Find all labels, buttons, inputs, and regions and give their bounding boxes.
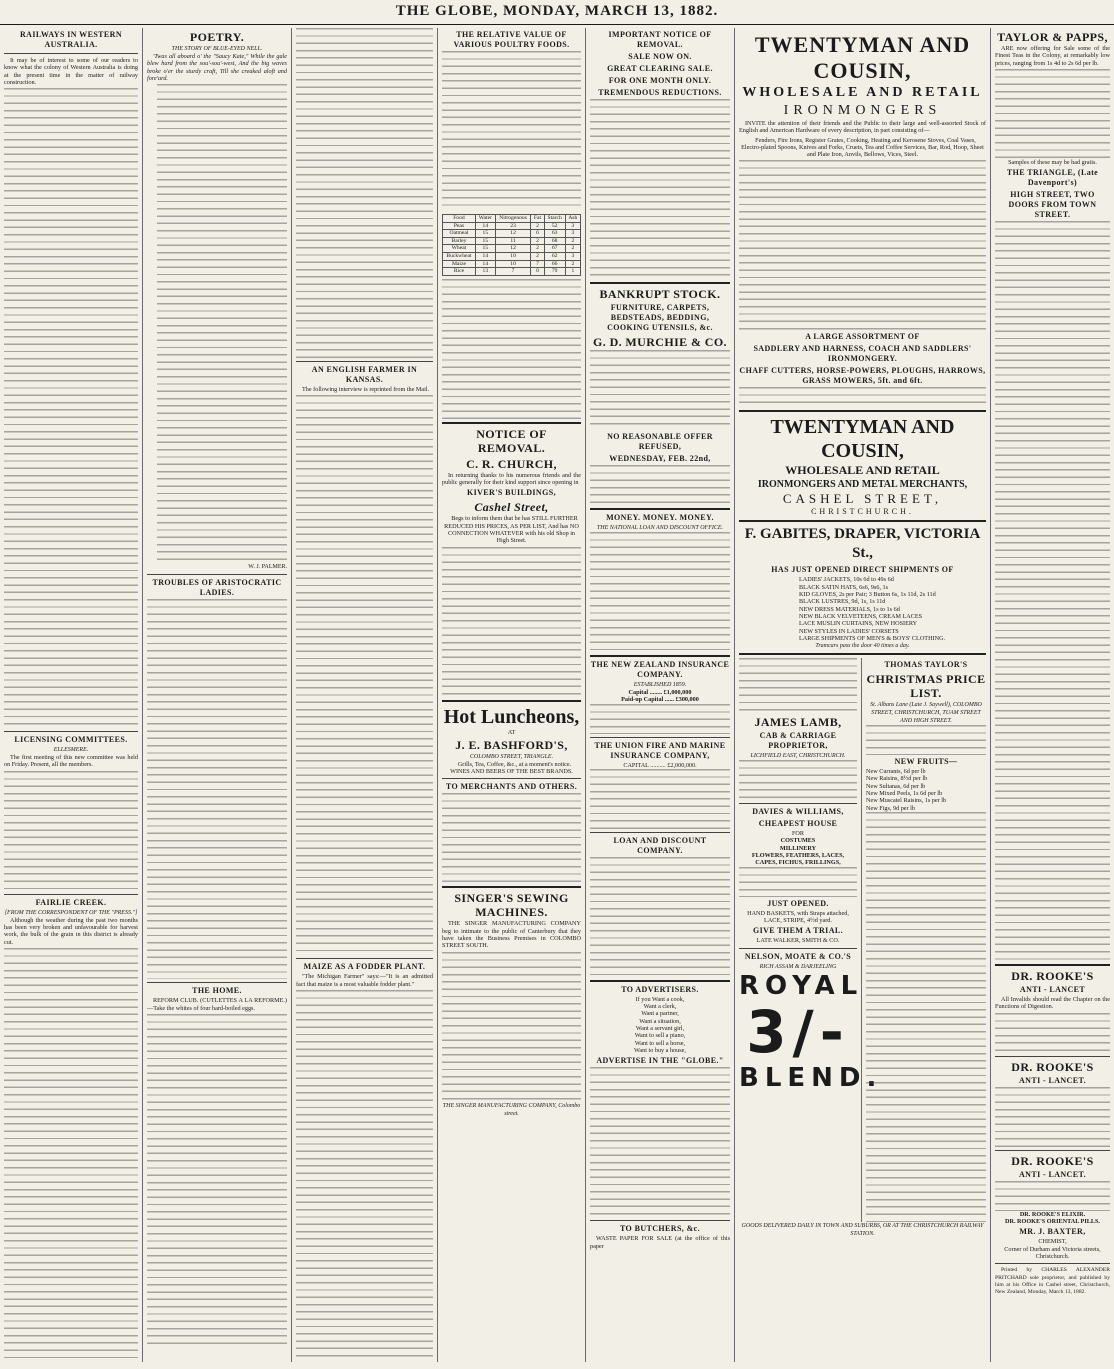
ad-line: If you Want a cook, [635, 995, 685, 1003]
ad-line: NEW DRESS MATERIALS, 1s to 1s 6d [799, 605, 900, 613]
table-cell: 3 [565, 230, 580, 238]
ad-capital: CAPITAL .......... £2,000,000. [623, 761, 697, 769]
ad-line: LATE WALKER, SMITH & CO. [756, 937, 840, 945]
ad-signature: THE SINGER MANUFACTURING COMPANY, Colombo street. [442, 1102, 581, 1117]
article-body [147, 599, 287, 979]
ad-address: COLOMBO STREET, TRIANGLE. [469, 753, 554, 760]
ad-body [995, 1181, 1110, 1211]
ad-line: New Mixed Peels, 1s 6d per lb [865, 790, 943, 798]
ad-firm-name: TAYLOR & PAPPS, [997, 30, 1108, 44]
ad-firm-name: JAMES LAMB, [754, 715, 842, 730]
ad-text: Fenders, Fire Irons, Register Grates, Cooking, Heating and Kerosene Stoves, Coal Vases, Electro-plated Spoons, Knives and Forks, Cruets, Tea and Coffee Services, Bar, Rod, Hoop, Sheet and Plate Iron, Anvils, Bellows, Vices, Steel. [741, 136, 984, 159]
ad-subhead: GIVE THEM A TRIAL. [752, 926, 844, 936]
ad-body [739, 160, 986, 330]
ad-line: Corner of Durham and Victoria streets, Christchurch. [1004, 1245, 1101, 1260]
table-cell: 13 [475, 268, 495, 276]
ad-text: All Invalids should read the Chapter on the Functions of Digestion. [995, 996, 1110, 1011]
ad-body [590, 1067, 730, 1217]
price-list [995, 221, 1110, 961]
masthead: THE GLOBE, MONDAY, MARCH 13, 1882. [0, 0, 1114, 25]
table-cell: 2 [531, 237, 544, 245]
ad-text: WASTE PAPER FOR SALE (at the office of this paper [590, 1235, 730, 1250]
section-headline: POETRY. [189, 30, 245, 44]
ad-line: New Raisins, 8½d per lb [865, 775, 928, 783]
ad-headline: IMPORTANT NOTICE OF REMOVAL. [608, 30, 712, 49]
article-subhead: ELLESMERE. [53, 747, 89, 754]
table-cell: Wheat [443, 245, 476, 253]
ad-line: DR. ROOKE'S ELIXIR. [1019, 1210, 1086, 1218]
ad-headline: DR. ROOKE'S [1011, 1059, 1094, 1074]
ad-body [590, 532, 730, 652]
ad-title: CHRISTCHURCH. [811, 507, 914, 517]
ad-address: LICHFIELD EAST, CHRISTCHURCH. [750, 753, 846, 760]
table-cell: Oatmeal [443, 230, 476, 238]
ad-subhead: FOR ONE MONTH ONLY. [608, 76, 712, 85]
column-2 [147, 28, 287, 1362]
ad-line: LACE, STRIPE, 4½d yard. [764, 916, 832, 924]
column-5 [590, 28, 730, 1362]
column-1 [4, 28, 138, 1362]
article-headline: FAIRLIE CREEK. [35, 897, 107, 907]
article-body [4, 771, 138, 891]
article-body [296, 28, 433, 358]
ad-line: LARGE SHIPMENTS OF MEN'S & BOYS' CLOTHING. [799, 634, 946, 642]
ad-headline: LOAN AND DISCOUNT COMPANY. [613, 835, 707, 855]
ad-line: COSTUMES [780, 837, 816, 845]
left-subcolumn [739, 658, 883, 1222]
ad-headline: TO ADVERTISERS. [621, 984, 699, 994]
article-body [4, 88, 138, 728]
table-cell: 52 [544, 222, 565, 230]
ad-body [739, 867, 857, 897]
ad-body [590, 99, 730, 279]
ad-subhead: GREAT CLEARING SALE. [607, 64, 713, 73]
table-row [443, 230, 581, 238]
ad-date: WEDNESDAY, FEB. 22nd, [609, 454, 711, 463]
ad-firm-name: G. D. MURCHIE & CO. [593, 335, 727, 349]
ad-line: HAND BASKETS, with Straps attached, [747, 909, 849, 917]
table-cell: 2 [531, 245, 544, 253]
ad-subhead: SALE NOW ON. [628, 52, 692, 61]
column-rule [437, 28, 438, 1362]
table-row [443, 268, 581, 276]
table-cell: 62 [544, 252, 565, 260]
poem-title: THE STORY OF BLUE-EYED NELL. [171, 46, 263, 52]
ad-body [590, 465, 730, 505]
ad-line: New Muscatel Raisins, 1s per lb [865, 797, 947, 805]
column-rule [734, 28, 735, 1362]
table-header: Food [443, 215, 476, 223]
ad-subhead: RICH ASSAM & DARJEELING [759, 963, 837, 970]
ad-subhead: NO REASONABLE OFFER REFUSED, [607, 432, 713, 451]
article-text: Although the weather during the past two months has been very broken and unfavourable for harvest work, the bulk of the grain in this district is already cut. [4, 916, 138, 946]
article-subhead: [FROM THE CORRESPONDENT OF THE "PRESS."] [4, 909, 138, 916]
ad-street: Cashel Street, [474, 500, 549, 515]
table-cell: 14 [475, 260, 495, 268]
table-cell: 10 [495, 260, 531, 268]
ad-capital: Paid-up Capital ...... £300,000 [621, 696, 699, 704]
ad-line: KID GLOVES, 2s per Pair; 3 Button 6s, 1s 11d, 2s 11d [799, 591, 936, 599]
table-cell: 6 [531, 230, 544, 238]
ad-firm-name: J. E. BASHFORD'S, [455, 737, 568, 752]
ad-subhead: FURNITURE, CARPETS, BEDSTEADS, BEDDING, COOKING UTENSILS, &c. [607, 303, 713, 332]
table-cell: 2 [565, 245, 580, 253]
table-row [443, 245, 581, 253]
ad-headline: DR. ROOKE'S [1011, 1153, 1094, 1168]
tea-price: 3/- [746, 997, 850, 1066]
table-cell: 66 [544, 260, 565, 268]
ad-subhead: ESTABLISHED 1859. [633, 682, 687, 688]
table-cell: 68 [544, 237, 565, 245]
article-headline: THE RELATIVE VALUE OF VARIOUS POULTRY FOODS. [453, 30, 570, 49]
ad-headline: DR. ROOKE'S [1011, 969, 1094, 984]
table-cell: 63 [544, 230, 565, 238]
article-body [296, 990, 433, 1362]
ad-line: CHEMIST, [1038, 1238, 1067, 1246]
article-headline: AN ENGLISH FARMER IN KANSAS. [311, 365, 418, 384]
ad-address: HIGH STREET, TWO DOORS FROM TOWN STREET. [1008, 190, 1097, 220]
ad-body [995, 69, 1110, 159]
ad-subhead: CAB & CARRIAGE PROPRIETOR, [759, 731, 837, 751]
article-headline: MAIZE AS A FODDER PLANT. [303, 962, 426, 972]
ad-subhead: ANTI - LANCET. [1018, 1075, 1086, 1085]
ad-headline: MONEY. MONEY. MONEY. [606, 513, 714, 522]
table-cell: 14 [475, 222, 495, 230]
right-subcolumn [866, 658, 986, 1222]
ad-line: New Figs, 9d per lb [865, 804, 915, 812]
ad-body [590, 769, 730, 829]
article-headline: LICENSING COMMITTEES. [14, 735, 128, 745]
ad-line: CAPES, FICHUS, FRILLINGS, [755, 859, 841, 867]
ad-text: AT [507, 728, 516, 736]
article-text: REFORM CLUB. (CUTLETTES A LA REFORME.)—Take the whites of four hard-boiled eggs. [147, 997, 287, 1012]
ad-subhead: ANTI - LANCET [1019, 985, 1086, 995]
table-cell: 7 [531, 260, 544, 268]
ad-address: St. Albans Lane (Late J. Saywell), COLOMBO STREET, CHRISTCHURCH, TUAM STREET AND HIGH STREET. [870, 702, 982, 725]
table-cell: 2 [565, 237, 580, 245]
ad-line: MILLINERY [779, 844, 817, 852]
ad-headline: SINGER'S SEWING MACHINES. [454, 891, 569, 920]
table-cell: Rice [443, 268, 476, 276]
poultry-food-table [442, 214, 581, 276]
article-body [147, 1014, 287, 1344]
column-3 [296, 28, 433, 1362]
ad-text: ARE now offering for Sale some of the Finest Teas in the Colony, at remarkably low prices, ranging from 1s 4d to 2s 6d per lb. [995, 45, 1110, 67]
table-header: Fat [531, 215, 544, 223]
ad-agent: MR. J. BAXTER, [1019, 1227, 1086, 1237]
ad-subhead: CHEAPEST HOUSE [758, 819, 838, 829]
ad-title: WHOLESALE AND RETAIL [742, 85, 983, 100]
article-body [442, 279, 581, 419]
table-cell: 14 [475, 252, 495, 260]
table-cell: 10 [495, 252, 531, 260]
ad-text: In returning thanks to his numerous friends and the public generally for their kind support since opening in [442, 471, 581, 487]
table-header-row [443, 215, 581, 223]
table-cell: 3 [565, 252, 580, 260]
printer-imprint: Printed by CHARLES ALEXANDER PRITCHARD sole proprietor, and published by him at his Office in Cashel street, Christchurch, New Zealand, Monday, March 13, 1882. [995, 1267, 1110, 1296]
ad-text: Grills, Tea, Coffee, &c., at a moment's notice. WINES AND BEERS OF THE BEST BRANDS. [450, 760, 573, 776]
table-cell: 2 [531, 252, 544, 260]
table-row [443, 222, 581, 230]
ad-text: INVITE the attention of their friends and the Public to their large and well-assorted Stock of English and American Hardware of every description, in part consisting of— [739, 120, 986, 135]
article-text: "The Michigan Farmer" says:—"It is an admitted fact that maize is a most valuable fodder plant." [296, 973, 433, 988]
table-cell: Buckwheat [443, 252, 476, 260]
ad-headline: THE UNION FIRE AND MARINE INSURANCE COMPANY, [594, 740, 726, 760]
ad-body [590, 350, 730, 430]
ad-headline: TO MERCHANTS AND OTHERS. [445, 782, 578, 792]
table-cell: 23 [495, 222, 531, 230]
ad-headline: TO BUTCHERS, &c. [619, 1224, 701, 1234]
table-cell: 15 [475, 230, 495, 238]
column-rule [990, 28, 991, 1362]
ad-line: DR. ROOKE'S ORIENTAL PILLS. [1005, 1218, 1100, 1226]
ad-body [442, 547, 581, 697]
ad-title: IRONMONGERS [783, 103, 942, 118]
ad-line: BLACK LUSTRES, 9d, 1s, 1s 11d [799, 598, 886, 606]
ad-footnote: GOODS DELIVERED DAILY IN TOWN AND SUBURBS, OR AT THE CHRISTCHURCH RAILWAY STATION. [741, 1222, 984, 1237]
table-cell: Barley [443, 237, 476, 245]
table-row [443, 252, 581, 260]
ad-firm-name: THOMAS TAYLOR'S [884, 660, 968, 670]
ad-line: Want to sell a horse, [634, 1039, 686, 1047]
ad-address: THE TRIANGLE, (Late Davenport's) [1006, 168, 1099, 188]
table-cell: Peas [443, 222, 476, 230]
ad-footnote: Tramcars pass the door 40 times a day. [815, 643, 910, 650]
table-cell: 1 [565, 268, 580, 276]
ad-body [442, 793, 581, 883]
ad-subhead: HAS JUST OPENED DIRECT SHIPMENTS OF [771, 565, 954, 575]
ad-line: LADIES' JACKETS, 10s 6d to 49s 6d [799, 576, 894, 584]
ad-subhead: SADDLERY AND HARNESS, COACH AND SADDLERS' IRONMONGERY. [753, 344, 972, 364]
column-rule [291, 28, 292, 1362]
article-text: It may be of interest to some of our readers to know what the colony of Western Australia is doing at the present time in the matter of railway construction. [4, 57, 138, 86]
article-headline: TROUBLES OF ARISTOCRATIC LADIES. [152, 578, 282, 598]
article-body [442, 51, 581, 211]
ad-line: New Sultanas, 6d per lb [865, 782, 926, 790]
table-cell: 12 [495, 230, 531, 238]
ad-body [739, 658, 857, 713]
table-cell: 15 [475, 245, 495, 253]
ad-subhead: ANTI - LANCET. [1018, 1169, 1086, 1179]
table-header: Water [475, 215, 495, 223]
ad-line: BLACK SATIN HATS, 6s6, 9s6, 1s [799, 583, 889, 591]
ad-body [739, 760, 857, 800]
ad-text: THE SINGER MANUFACTURING COMPANY beg to intimate to the public of Canterbury that they have taken the Business Premises in COLOMBO STREET SOUTH. [442, 920, 581, 950]
ad-subhead: JUST OPENED. [767, 898, 829, 908]
ad-title: WHOLESALE AND RETAIL [785, 463, 940, 478]
column-7 [995, 28, 1110, 1362]
ad-line: FOR [791, 830, 805, 838]
ad-body [866, 725, 986, 755]
article-headline: RAILWAYS IN WESTERN AUSTRALIA. [19, 30, 122, 49]
poem-body [157, 84, 287, 564]
column-rule [585, 28, 586, 1362]
ad-line: NEW BLACK VELVETEENS, CREAM LACES [799, 612, 923, 620]
ad-line: Want a clerk, [643, 1003, 677, 1011]
ad-body [995, 1013, 1110, 1053]
ad-subhead: TREMENDOUS REDUCTIONS. [598, 88, 722, 97]
column-6 [739, 28, 986, 1362]
ad-line: Want a servant girl, [635, 1025, 685, 1033]
table-cell: Maize [443, 260, 476, 268]
column-4 [442, 28, 581, 1362]
table-cell: 3 [565, 222, 580, 230]
table-cell: 7 [495, 268, 531, 276]
article-text: The following interview is reprinted from the Mail. [302, 386, 430, 393]
table-cell: 67 [544, 245, 565, 253]
table-row [443, 237, 581, 245]
article-body [4, 948, 138, 1362]
ad-firm-name: C. R. CHURCH, [466, 456, 557, 471]
ad-capital: Capital ........ £1,000,000 [628, 689, 692, 696]
ad-title: TWENTYMAN AND COUSIN, [770, 416, 955, 463]
ad-firm-name: NELSON, MOATE & CO.'S [744, 951, 852, 961]
table-row [443, 260, 581, 268]
table-cell: 11 [495, 237, 531, 245]
table-cell: 2 [531, 222, 544, 230]
ad-headline: BANKRUPT STOCK. [599, 287, 721, 301]
ad-line: Want to buy a house, [634, 1046, 686, 1054]
ad-body [739, 387, 986, 407]
ad-headline: THE NEW ZEALAND INSURANCE COMPANY. [590, 660, 730, 679]
ad-building: KIVER'S BUILDINGS, [466, 488, 556, 498]
table-cell: 2 [565, 260, 580, 268]
ad-subhead: CHAFF CUTTERS, HORSE-POWERS, PLOUGHS, HARROWS, GRASS MOWERS, 5ft. and 6ft. [739, 366, 986, 386]
ad-text: Begs to inform them that he has STILL FURTHER REDUCED HIS PRICES, AS PER LIST, And has NO CONNECTION WHATEVER with his old Shop in High Street. [444, 515, 579, 545]
ad-title: TWENTYMAN AND COUSIN, [754, 32, 971, 83]
ad-title: CASHEL STREET, [782, 491, 943, 507]
ad-body [866, 812, 986, 1222]
ad-body [590, 704, 730, 734]
article-headline: THE HOME. [192, 986, 242, 996]
tea-brand: BLEND. [739, 1062, 883, 1093]
article-text: The first meeting of this new committee was held on Friday. Present, all the members. [4, 754, 138, 769]
ad-line: Want a partner, [641, 1010, 679, 1018]
ad-subhead: ADVERTISE IN THE "GLOBE." [596, 1056, 724, 1066]
column-rule [142, 28, 143, 1362]
poem-text: 'Twas all aboard o' the "Saucy Kate," While the gale blew hard from the sou'-sou'-west, And the big waves broke o'er the sturdy craft, Till she creaked aloft and fore'ard. [147, 53, 287, 82]
table-header: Ash [565, 215, 580, 223]
tea-brand: ROYAL [739, 970, 864, 1001]
ad-subhead: CHRISTMAS PRICE LIST. [866, 672, 986, 701]
ad-headline: Hot Luncheons, [443, 705, 580, 728]
ad-subhead: THE NATIONAL LOAN AND DISCOUNT OFFICE. [596, 525, 724, 531]
ad-line: FLOWERS, FEATHERS, LACES, [751, 852, 845, 860]
ad-line: LACE MUSLIN CURTAINS, NEW HOSIERY [799, 620, 918, 628]
poem-signature: W. J. PALMER. [248, 564, 287, 571]
ad-line: Want to sell a piano, [634, 1032, 686, 1040]
ad-title: F. GABITES, DRAPER, VICTORIA St., [744, 526, 981, 562]
ad-headline: NOTICE OF REMOVAL. [476, 426, 547, 455]
table-cell: 0 [531, 268, 544, 276]
ad-body [590, 857, 730, 977]
ad-line: New Currants, 6d per lb [865, 768, 926, 776]
ad-line: NEW STYLES IN LADIES' CORSETS [799, 627, 899, 635]
ad-subhead: NEW FRUITS— [894, 757, 958, 767]
table-cell: 12 [495, 245, 531, 253]
ad-body [995, 1087, 1110, 1147]
article-body [296, 395, 433, 955]
ad-title: IRONMONGERS AND METAL MERCHANTS, [757, 479, 968, 491]
ad-body [442, 952, 581, 1102]
ad-line: Samples of these may be had gratis. [1008, 158, 1097, 166]
ad-subhead: A LARGE ASSORTMENT OF [805, 332, 920, 342]
table-cell: 79 [544, 268, 565, 276]
ad-firm-name: DAVIES & WILLIAMS, [752, 807, 844, 817]
ad-line: Want a situation, [639, 1017, 681, 1025]
table-cell: 15 [475, 237, 495, 245]
table-header: Nitrogenous [495, 215, 531, 223]
table-header: Starch [544, 215, 565, 223]
